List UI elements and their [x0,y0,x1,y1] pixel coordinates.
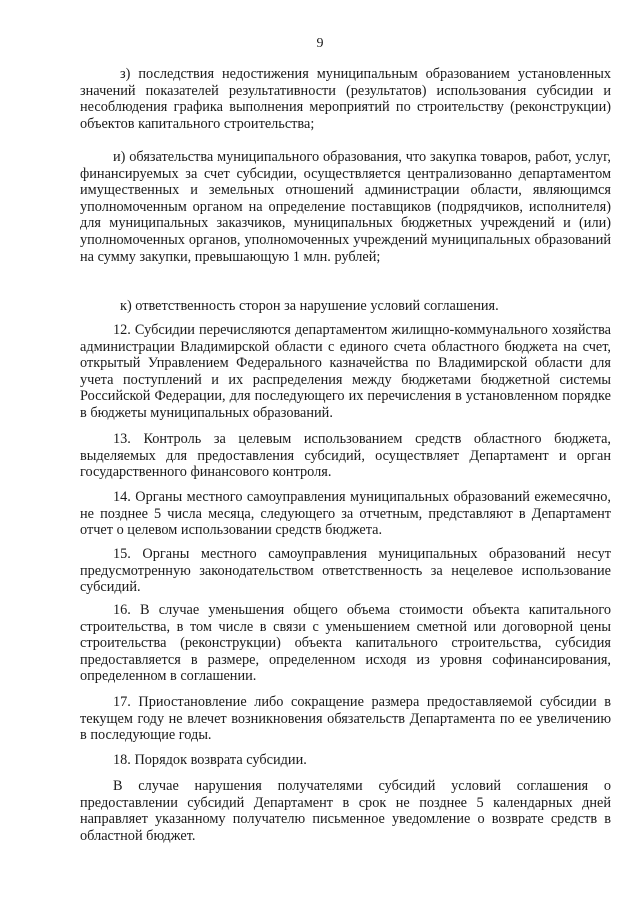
paragraph-return: В случае нарушения получателями субсидий условий соглашения о предоставлении субсидий Департамент в срок не позднее 5 календарных дней направляет указанному получателю письменное уведомление о возврате средств в областной бюджет. [80,778,611,844]
paragraph-k: к) ответственность сторон за нарушение условий соглашения. [120,298,499,314]
paragraph-16: 16. В случае уменьшения общего объема стоимости объекта капитального строительства, в том числе в связи с уменьшением сметной или договорной цены строительства (реконструкции) объекта капитального строительства, субсидия предоставляется в размере, определенном исходя из уровня софинансирования, определенном в соглашении. [80,602,611,685]
paragraph-i: и) обязательства муниципального образования, что закупка товаров, работ, услуг, финансируемых за счет субсидии, осуществляется централизованно департаментом имущественных и земельных отношений администрации области, являющимся уполномоченным органом на определение поставщиков (подрядчиков, исполнителя) для муниципальных заказчиков, муниципальных бюджетных учреждений и (или) уполномоченных органов, уполномоченных учреждений муниципальных образований на сумму закупки, превышающую 1 млн. рублей; [80,149,611,265]
paragraph-13: 13. Контроль за целевым использованием средств областного бюджета, выделяемых для предоставления субсидий, осуществляет Департамент и орган государственного финансового контроля. [80,431,611,481]
paragraph-14: 14. Органы местного самоуправления муниципальных образований ежемесячно, не позднее 5 числа месяца, следующего за отчетным, представляют в Департамент отчет о целевом использовании средств бюджета. [80,489,611,539]
paragraph-17: 17. Приостановление либо сокращение размера предоставляемой субсидии в текущем году не влечет возникновения обязательств Департамента по ее увеличению в последующие годы. [80,694,611,744]
paragraph-15: 15. Органы местного самоуправления муниципальных образований несут предусмотренную законодательством ответственность за нецелевое использование субсидий. [80,546,611,596]
paragraph-12: 12. Субсидии перечисляются департаментом жилищно-коммунального хозяйства администрации Владимирской области с единого счета областного бюджета на счет, открытый Управлением Федерального казначейства по Владимирской области для учета поступлений и их распределения между бюджетами бюджетной системы Российской Федерации, для последующего их перечисления в установленном порядке в бюджеты муниципальных образований. [80,322,611,421]
page-number: 9 [316,36,324,51]
paragraph-18: 18. Порядок возврата субсидии. [113,752,307,768]
paragraph-z: з) последствия недостижения муниципальным образованием установленных значений показателей результативности (результатов) использования субсидии и несоблюдения графика выполнения мероприятий по строительству (реконструкции) объектов капитального строительства; [80,66,611,132]
